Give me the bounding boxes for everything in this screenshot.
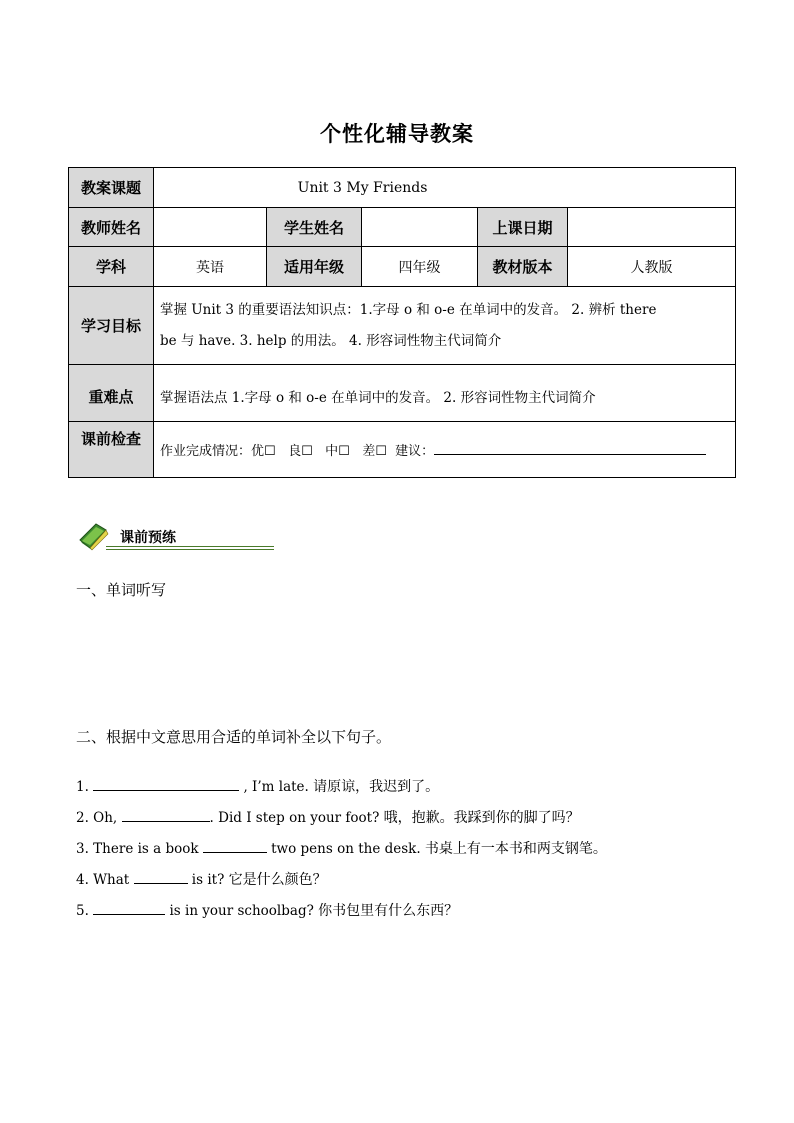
date-value: [568, 208, 736, 247]
tag-underline: [106, 546, 274, 547]
subject-value: 英语: [154, 247, 267, 287]
question-5-pre: 5.: [76, 903, 94, 919]
question-5-post: is in your schoolbag?: [165, 903, 319, 919]
student-label: 学生姓名: [267, 208, 362, 247]
part-1-heading: 一、单词听写: [76, 581, 167, 599]
grade-value: 四年级: [362, 247, 478, 287]
topic-text: Unit 3 My Friends: [297, 179, 428, 196]
question-5-cn: 你书包里有什么东西？: [318, 903, 459, 919]
question-4-blank[interactable]: [134, 871, 188, 884]
question-5-blank[interactable]: [93, 902, 165, 915]
part-2-heading: 二、根据中文意思用合适的单词补全以下句子。: [76, 728, 392, 746]
question-3-cn: 书桌上有一本书和两支钢笔。: [424, 841, 607, 857]
check-value: [154, 422, 736, 478]
goal-label: 学习目标: [69, 287, 154, 365]
page-title: 个性化辅导教案: [320, 122, 474, 146]
question-4-post: is it?: [187, 872, 229, 888]
date-label: 上课日期: [478, 208, 568, 247]
question-4-pre: 4. What: [76, 872, 134, 888]
section-tag-text: 课前预练: [120, 530, 176, 546]
question-3-post: two pens on the desk.: [266, 841, 425, 857]
question-1-blank[interactable]: [93, 778, 239, 791]
check-label: 课前检查: [69, 422, 154, 478]
question-3-pre: 3. There is a book: [76, 841, 203, 857]
student-value: [362, 208, 478, 247]
question-1-pre: 1.: [76, 779, 94, 795]
question-4-cn: 它是什么颜色？: [228, 872, 327, 888]
question-1-cn: 请原谅，我迟到了。: [313, 779, 440, 795]
question-2-post: . Did I step on your foot?: [209, 810, 384, 826]
topic-value: [154, 168, 736, 208]
check-prefix: 作业完成情况：优: [160, 444, 265, 459]
checkbox-mid[interactable]: ☐: [338, 444, 350, 459]
tag-underline-2: [106, 549, 274, 550]
table-row: [69, 365, 736, 422]
grade-label: 适用年级: [267, 247, 362, 287]
edition-value: 人教版: [568, 247, 736, 287]
teacher-value: [154, 208, 267, 247]
check-mid-label: 中: [325, 444, 339, 459]
table-row: [69, 168, 736, 208]
question-2: [76, 807, 580, 827]
question-4: [76, 869, 327, 889]
section-tag: [76, 518, 216, 554]
question-2-cn: 哦，抱歉。我踩到你的脚了吗？: [383, 810, 580, 826]
checkbox-good[interactable]: ☐: [301, 444, 313, 459]
goal-line-2: be 与 have. 3. help 的用法。 4. 形容词性物主代词简介: [160, 332, 502, 349]
check-poor-label: 差: [362, 444, 376, 459]
table-row: [69, 208, 736, 247]
question-3: [76, 838, 607, 858]
check-suggest-label: 建议：: [395, 444, 435, 459]
checkbox-poor[interactable]: ☐: [375, 444, 387, 459]
edition-label: 教材版本: [478, 247, 568, 287]
question-1-post: , I’m late.: [239, 779, 314, 795]
topic-label: 教案课题: [69, 168, 154, 208]
subject-label: 学科: [69, 247, 154, 287]
goal-line-1: 掌握 Unit 3 的重要语法知识点：1.字母 o 和 o-e 在单词中的发音。 2. 辨析 there: [160, 301, 657, 318]
table-row: [69, 422, 736, 478]
key-value: 掌握语法点 1.字母 o 和 o-e 在单词中的发音。 2. 形容词性物主代词简介: [154, 365, 736, 422]
goal-value: [154, 287, 736, 365]
key-label: 重难点: [69, 365, 154, 422]
suggestion-line[interactable]: [434, 442, 706, 455]
checkbox-excellent[interactable]: ☐: [264, 444, 276, 459]
teacher-label: 教师姓名: [69, 208, 154, 247]
question-1: [76, 776, 439, 796]
question-3-blank[interactable]: [203, 840, 267, 853]
check-good-label: 良: [288, 444, 302, 459]
lesson-info-table: [68, 167, 736, 478]
table-row: [69, 247, 736, 287]
question-2-blank[interactable]: [122, 809, 210, 822]
table-row: [69, 287, 736, 365]
question-2-pre: 2. Oh,: [76, 810, 122, 826]
question-5: [76, 900, 458, 920]
